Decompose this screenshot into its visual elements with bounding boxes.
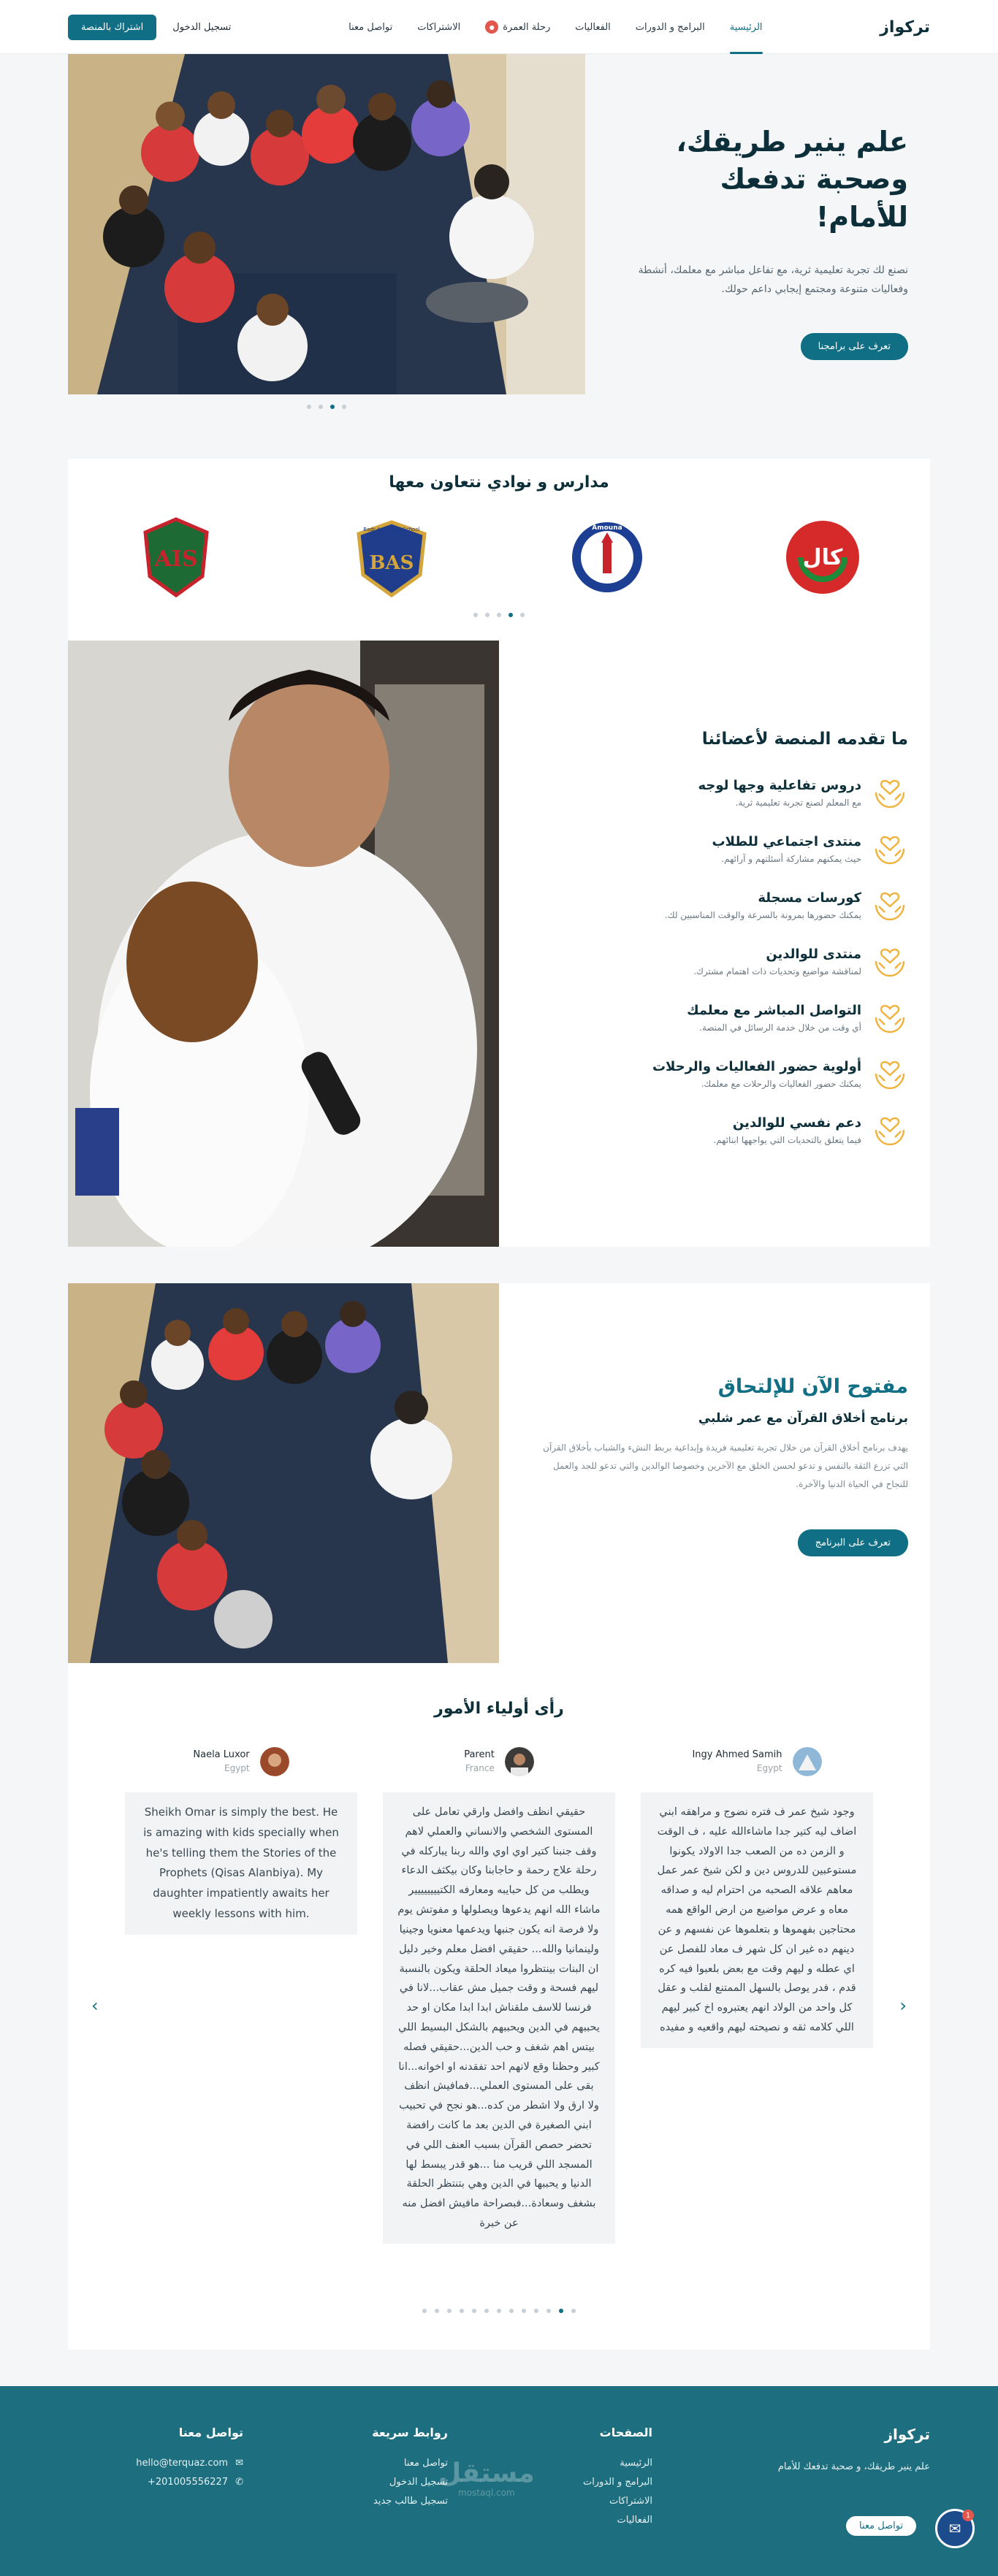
top-nav [0, 0, 998, 54]
feature-desc: مع المعلم لصنع تجربة تعليمية ثرية. [735, 798, 861, 808]
watermark-url: mostaql.com [457, 2487, 515, 2498]
subscribe-button[interactable]: اشتراك بالمنصة [68, 15, 156, 40]
feature-title: منتدى اجتماعي للطلاب [712, 834, 861, 849]
hands-heart-icon [872, 1112, 908, 1149]
hands-heart-icon [872, 1000, 908, 1036]
brand-logo[interactable]: تركواز [880, 18, 930, 37]
author-country: Egypt [756, 1763, 782, 1773]
carousel-dot[interactable] [342, 405, 346, 409]
testimonials-title: رأى أولياء الأمور [434, 1700, 564, 1718]
carousel-dot[interactable] [319, 405, 323, 409]
author-country: Egypt [224, 1763, 250, 1773]
feature-item [601, 877, 908, 933]
nav-home[interactable]: الرئيسية [730, 0, 763, 54]
features-image [68, 641, 499, 1247]
features-list [601, 730, 908, 1158]
hands-heart-icon [872, 775, 908, 811]
features-section [68, 641, 930, 1247]
watermark-text: مستقل [438, 2458, 535, 2488]
author-name: Parent [464, 1749, 495, 1760]
learn-program-button[interactable]: تعرف على البرنامج [798, 1529, 908, 1556]
hero-carousel-dots [68, 405, 585, 409]
avatar [260, 1747, 289, 1776]
new-badge-icon: ● [485, 20, 498, 34]
carousel-dot[interactable] [534, 2309, 538, 2313]
partners-section [68, 459, 930, 641]
carousel-dot-active[interactable] [559, 2309, 563, 2313]
auth-actions [68, 15, 231, 40]
carousel-dot-active[interactable] [508, 613, 513, 617]
watermark [438, 2459, 535, 2498]
footer-quick-title: روابط سريعة [372, 2426, 448, 2439]
carousel-dot[interactable] [472, 2309, 476, 2313]
testimonial-cards [68, 1747, 930, 2244]
feature-item [601, 933, 908, 990]
feature-title: منتدى للوالدين [766, 947, 861, 962]
amouna-logo-text: Amouna [591, 524, 622, 532]
hero-description: نصنع لك تجربة تعليمية ثرية، مع تفاعل مباشر مع معلمك، أنشطة وفعاليات متنوعة ومجتمع إيجابي داعم حولك. [638, 264, 908, 296]
contact-chat-label[interactable]: تواصل معنا [846, 2516, 916, 2536]
testimonial-text: Sheikh Omar is simply the best. He is amazing with kids specially when he's telling them the Stories of the Prophets (Qisas Alanbiya). My daughter impatiently awaits her weekly lessons with him. [125, 1792, 357, 1935]
carousel-next-icon[interactable]: ‹ [899, 1995, 907, 2016]
partner-logos [68, 513, 930, 601]
footer-tagline: علم ينير طريقك، و صحبة تدفعك للأمام [777, 2461, 930, 2472]
testimonials-section [68, 1663, 930, 2350]
chat-bubble-icon: ✉ [948, 2520, 961, 2537]
feature-title: التواصل المباشر مع معلمك [687, 1003, 861, 1018]
kal-logo [782, 516, 864, 598]
program-image [68, 1283, 499, 1663]
partners-title: مدارس و نوادي نتعاون معها [389, 473, 609, 492]
feature-desc: يمكنك حضورها بمرونة بالسرعة والوقت المناسبين لك. [664, 910, 861, 920]
main-menu [348, 0, 762, 54]
carousel-dot[interactable] [522, 2309, 526, 2313]
footer-link-events[interactable]: الفعاليات [617, 2515, 652, 2526]
footer-link-programs[interactable]: البرامج و الدورات [583, 2477, 652, 2488]
feature-item [601, 821, 908, 877]
nav-subscriptions[interactable]: الاشتراكات [417, 21, 461, 33]
carousel-dot[interactable] [307, 405, 311, 409]
nav-programs[interactable]: البرامج و الدورات [635, 21, 705, 33]
feature-item [601, 990, 908, 1046]
hero-image [68, 54, 585, 394]
badr-logo-text: Badr American School [362, 527, 420, 532]
footer-brand-col [711, 2426, 930, 2530]
footer-phone[interactable]: +201005556227 [147, 2477, 229, 2488]
hands-heart-icon [872, 944, 908, 980]
feature-title: كورسات مسجلة [758, 890, 861, 906]
explore-programs-button[interactable]: تعرف على برامجنا [801, 333, 908, 360]
footer-link-home[interactable]: الرئيسية [620, 2458, 652, 2469]
program-status-title: مفتوح الآن للإلتحاق [717, 1375, 908, 1398]
testimonial-header [125, 1747, 357, 1776]
carousel-dot[interactable] [509, 2309, 514, 2313]
footer-link-contact[interactable]: تواصل معنا [403, 2458, 448, 2469]
avatar [793, 1747, 822, 1776]
testimonial-card [125, 1747, 357, 2244]
testimonial-card [383, 1747, 615, 2244]
author-country: France [465, 1763, 495, 1773]
footer-contact-title: تواصل معنا [178, 2426, 243, 2439]
nav-umrah[interactable] [485, 0, 550, 54]
feature-desc: أي وقت من خلال خدمة الرسائل في المنصة. [699, 1023, 861, 1033]
feature-item [601, 765, 908, 821]
ais-logo [135, 516, 217, 598]
carousel-dot[interactable] [485, 613, 490, 617]
program-name: برنامج أخلاق القرآن مع عمر شلبي [698, 1411, 908, 1426]
testimonial-text: وجود شيخ عمر ف فتره نضوج و مراهقه ابني اضاف ليه كتير جدا ماشاءالله عليه ، ف الوقت و الزمن ده من الصعب جدا الاولاد يكونوا مستوعبين للدروس دين و لكن شيخ عمر عمل معاهم علاقه الصحبه من احترام ليه و صداقه معاه و عرض مواضيع من ارض الواقع همه محتاجين بفهموها و بتعلموها عن نفسهم و عن دينهم ده غير ان كل شهر ف معاد للفصل عن اي عطله و ليهم وقت مع بعض بلعبوا فيه كره قدم ، فدر يوصل بالسهل الممتنع لقلب و عقل كل واحد من الولاد انهم يعتبروه اخ كبير ليهم اللي كلامه ثقه و نصيحته ليهم واقعيه و مفيده [641, 1792, 873, 2048]
carousel-dot[interactable] [484, 2309, 489, 2313]
author-name: Naela Luxor [193, 1749, 250, 1760]
hero-title: علم ينير طريقك، وصحبة تدفعك للأمام! [676, 126, 908, 233]
features-title: ما تقدمه المنصة لأعضائنا [701, 730, 908, 749]
feature-title: دروس تفاعلية وجها لوجه [698, 778, 861, 793]
carousel-prev-icon[interactable]: › [91, 1995, 99, 2016]
nav-contact[interactable]: تواصل معنا [348, 21, 393, 33]
footer-link-subscriptions[interactable]: الاشتراكات [609, 2496, 652, 2507]
hero-section [68, 54, 930, 397]
testimonials-carousel-dots [68, 2309, 930, 2313]
partners-carousel-dots [68, 613, 930, 617]
carousel-dot[interactable] [520, 613, 525, 617]
hands-heart-icon [872, 831, 908, 868]
site-footer [0, 2386, 998, 2576]
footer-quick-col [302, 2426, 448, 2530]
feature-desc: حيث يمكنهم مشاركة أسئلتهم و آرائهم. [721, 854, 861, 864]
carousel-dot[interactable] [473, 613, 478, 617]
footer-link-register[interactable]: تسجيل طالب جديد [373, 2496, 448, 2507]
whatsapp-icon: ✆ [235, 2477, 243, 2488]
nav-umrah-label: رحلة العمرة [503, 21, 551, 33]
footer-brand: تركواز [884, 2426, 930, 2443]
program-section [68, 1283, 930, 1663]
feature-item [601, 1102, 908, 1158]
chat-launcher-button[interactable] [935, 2509, 975, 2548]
mail-icon: ✉ [235, 2458, 243, 2469]
testimonial-card [641, 1747, 873, 2244]
carousel-dot[interactable] [435, 2309, 439, 2313]
footer-link-login[interactable]: تسجيل الدخول [389, 2477, 448, 2488]
chat-unread-badge: 1 [962, 2510, 974, 2521]
feature-desc: يمكنك حضور الفعاليات والرحلات مع معلمك. [701, 1079, 861, 1089]
footer-email-row [68, 2454, 243, 2473]
carousel-dot[interactable] [447, 2309, 452, 2313]
testimonial-header [641, 1747, 873, 1776]
ais-logo-text: AIS [154, 546, 197, 572]
login-link[interactable]: تسجيل الدخول [172, 21, 232, 33]
carousel-dot[interactable] [571, 2309, 576, 2313]
avatar [505, 1747, 534, 1776]
carousel-dot[interactable] [422, 2309, 427, 2313]
testimonial-text: حقيقي انظف وافضل وارقي تعامل على المستوى الشخصي والانساني والعملي لاهم وقف جنبنا كتير اوي اوي والله ربنا يباركله في رحلة علاج رحمة و حاجابنا وكان بيكثف الدعاء ويطلب من كل حبايبه ومعارفه الكتيييييييير ماشاء الله انهم يدعوها ويصلولها و مفوتش يوم ولا فرصة انه يكون جنبها ويدعمها معنويا وجينيا ولينمانيا والله... حقيقي افضل معلم وخير دليل ان البنات بينتظروا ميعاد الحلقة ويكون بالنسبة ليهم فسحة و وقت جميل مش عقاب...لانا في فرنسا للاسف ملقناش ابدا ابدا مكان او حد يحببهم في الدين ويحببهم بالشكل البسيط اللي بيتس اهم شغف و حب الدين...حقيقي فصله كبير وحظنا وقع لانهم احد تفقدنه او اخوانه...انا بقى على المستوى العملي...فمافيش انظف ولا ارق ولا اشطر من كده...هو نجح في تحبيب ابني الصغيرة في الدين بعد ما كانت رافضة تحضر حصص القرآن بسبب العنف اللي في المسجد اللي قريب منا ...هو قدر يبسط لها الدنيا و يحببها في الدين وهي بتنتظر الحلقة بشغف وسعادة...فبصراحة مافيش افضل منه عن خبرة [383, 1792, 615, 2244]
carousel-dot-active[interactable] [330, 405, 335, 409]
program-description: يهدف برنامج أخلاق القرآن من خلال تجربة تعليمية فريدة وإبداعية بربط النشء والشباب بأخلاق القرآن التي تزرع الثقة بالنفس و تدعو لحسن الخلق مع الآخرين وخصوصا الوالدين والتي تدعو للجد والعمل للنجاح في الحياة الدنيا والآخرة. [543, 1442, 908, 1490]
amouna-logo [566, 516, 648, 598]
carousel-dot[interactable] [497, 2309, 501, 2313]
footer-contact-col [68, 2426, 243, 2530]
nav-events[interactable]: الفعاليات [575, 21, 611, 33]
footer-email[interactable]: hello@terquaz.com [136, 2458, 229, 2469]
carousel-dot[interactable] [497, 613, 501, 617]
footer-phone-row [68, 2473, 243, 2492]
kal-logo-text: كال [802, 545, 842, 570]
feature-desc: لمناقشة مواضيع وتحديات ذات اهتمام مشترك. [693, 966, 861, 976]
hands-heart-icon [872, 1056, 908, 1093]
hero-text-block [623, 123, 908, 360]
feature-item [601, 1046, 908, 1102]
author-name: Ingy Ahmed Samih [692, 1749, 782, 1760]
svg-text:BAS: BAS [369, 552, 414, 574]
carousel-dot[interactable] [460, 2309, 464, 2313]
feature-title: أولوية حضور الفعاليات والرحلات [652, 1059, 861, 1074]
carousel-dot[interactable] [546, 2309, 551, 2313]
feature-desc: فيما يتعلق بالتحديات التي يواجهها ابنائهم. [713, 1135, 861, 1145]
feature-title: دعم نفسي للوالدين [732, 1115, 861, 1131]
hands-heart-icon [872, 887, 908, 924]
testimonial-header [383, 1747, 615, 1776]
footer-pages-title: الصفحات [599, 2426, 652, 2439]
badr-american-school-logo [351, 516, 433, 598]
program-text-block [528, 1375, 908, 1556]
